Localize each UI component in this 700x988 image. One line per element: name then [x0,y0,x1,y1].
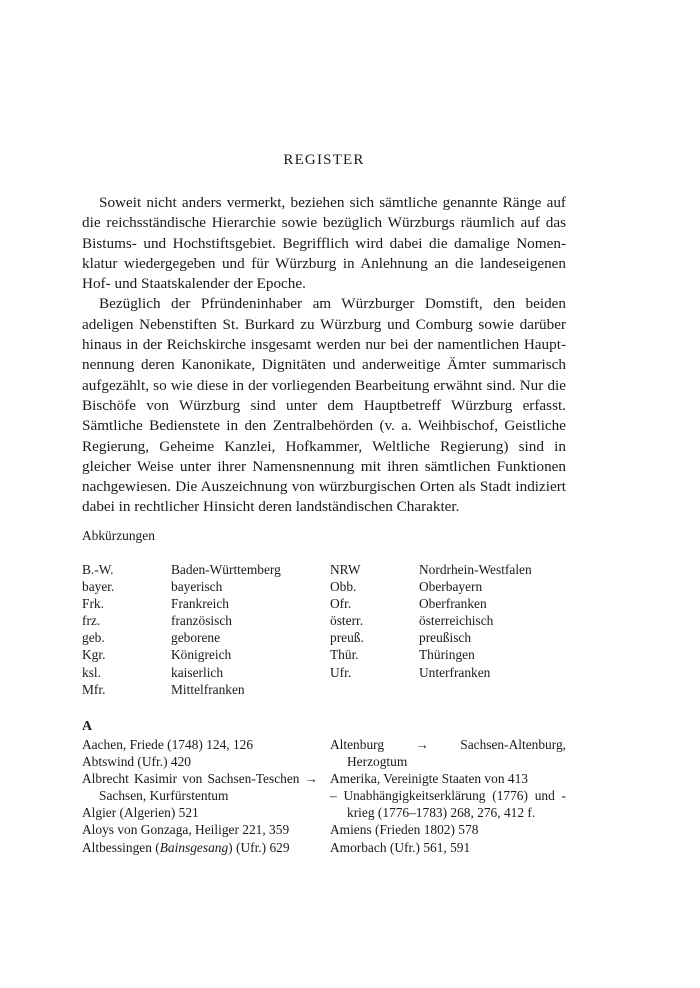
abbreviation: Thür. [330,647,359,663]
index-entry: Amerika, Vereinigte Staaten von 413 [330,771,528,787]
abbreviation-row [82,561,312,578]
abbreviation-meaning: bayerisch [171,579,223,595]
index-entry: Altenburg → Sachsen-Altenburg, Herzogtum [330,737,566,770]
abbreviation: österr. [330,613,364,629]
section-letter: A [82,719,93,734]
abbreviation: B.-W. [82,562,114,577]
index-entry: Algier (Algerien) 521 [82,805,199,821]
abbreviation: ksl. [82,664,101,680]
intro-paragraph: Soweit nicht anders vermerkt, beziehen sich sämtliche genannte Ränge auf die reichsständische Hierarchie sowie bezüglich Würzburgs räumlich auf das Bistums- und Hochstiftsgebiet. Begrifflich wird dabei die damalige Nomenklatur wiedergegeben und für Würzburg in Anlehnung an die landeseigenen Hof- und Staatskalender der Epoche. [82,194,566,293]
abbreviation-row [330,561,560,578]
abbreviation-meaning: kaiserlich [171,664,224,680]
abbreviation: Kgr. [82,647,106,663]
abbreviation: NRW [330,562,361,577]
abbreviation-row [330,664,560,681]
abbreviations-heading: Abkürzungen [82,528,155,543]
abbreviation-meaning: österreichisch [419,613,494,629]
intro-paragraph: Bezüglich der Pfründeninhaber am Würzburger Domstift, den beiden adeligen Nebenstiften St. Burkard zu Würzburg und Comburg sowie darüber hinaus in der Reichskirche insgesamt werden nur bei der namentlichen Hauptnennung deren Kanonikate, Dignitäten und anderweitige Ämter summarisch aufgezählt, so wie diese in der vorliegenden Bearbeitung erwähnt sind. Nur die Bischöfe von Würzburg sind unter dem Hauptbetreff Würzburg erfasst. Sämtliche Bedienstete in den Zentralbehörden (v. a. Weihbischof, Geistliche Regierung, Geheime Kanzlei, Hofkammer, Weltliche Regierung) sind in gleicher Weise unter ihrer Namensnennung mit ihren sämtlichen Funktionen nachgewiesen. Die Auszeichnung von würzburgischen Orten als Stadt indiziert dabei in rechtlicher Hinsicht deren landständischen Charakter. [82,295,566,516]
intro-text [82,193,566,518]
abbreviation-row [82,612,312,629]
index-entry: Altbessingen (Bainsgesang) (Ufr.) 629 [82,839,290,855]
abbreviation-meaning: Nordrhein-Westfalen [419,562,532,577]
index-entry: Amorbach (Ufr.) 561, 591 [330,839,471,855]
index-entry: Aloys von Gonzaga, Heiliger 221, 359 [82,822,290,838]
abbreviation: Ofr. [330,596,352,612]
abbreviation-meaning: Königreich [171,647,232,663]
abbreviation-row [82,578,312,595]
abbreviation: Frk. [82,596,104,612]
abbreviation-meaning: Mittelfranken [171,681,245,697]
index-entry: Albrecht Kasimir von Sachsen-Teschen → Sachsen, Kurfürstentum [82,771,318,804]
index-entry: Abtswind (Ufr.) 420 [82,754,191,770]
abbreviation: Obb. [330,579,357,595]
index-column-right [330,736,566,856]
abbreviation-meaning: Oberfranken [419,596,487,612]
abbreviation-row [82,664,312,681]
index-entry: Aachen, Friede (1748) 124, 126 [82,737,254,752]
abbreviation-row [330,595,560,612]
abbreviation: Mfr. [82,681,106,697]
variant-name: Bainsgesang [159,839,229,855]
abbreviation-row [330,629,560,646]
abbreviation-row [330,612,560,629]
abbreviation-row [82,681,312,698]
index-entry: Amiens (Frieden 1802) 578 [330,822,479,838]
abbreviation-meaning: Thüringen [419,647,475,663]
abbreviation-row [82,629,312,646]
abbreviation-meaning: französisch [171,613,232,629]
index-subentry: – Unabhängigkeitserklärung (1776) und -krieg (1776–1783) 268, 276, 412 f. [330,788,566,821]
abbreviation-row [82,595,312,612]
abbreviation-meaning: preußisch [419,630,472,646]
abbreviation-meaning: Unterfranken [419,664,491,680]
abbreviation-row [82,646,312,663]
abbreviation: geb. [82,630,105,646]
abbreviation-meaning: Baden-Württemberg [171,562,281,577]
abbreviation: Ufr. [330,664,352,680]
abbreviation-meaning: Frankreich [171,596,230,612]
abbreviations-column-left [82,561,312,698]
abbreviation: frz. [82,613,101,629]
index-column-left [82,736,318,856]
page-title: REGISTER [283,152,365,168]
abbreviation-meaning: geborene [171,630,221,646]
abbreviation-row [330,578,560,595]
abbreviation-row [330,646,560,663]
abbreviation-meaning: Oberbayern [419,579,483,595]
abbreviations-column-right [330,561,560,681]
abbreviation: preuß. [330,630,364,646]
abbreviation: bayer. [82,579,115,595]
